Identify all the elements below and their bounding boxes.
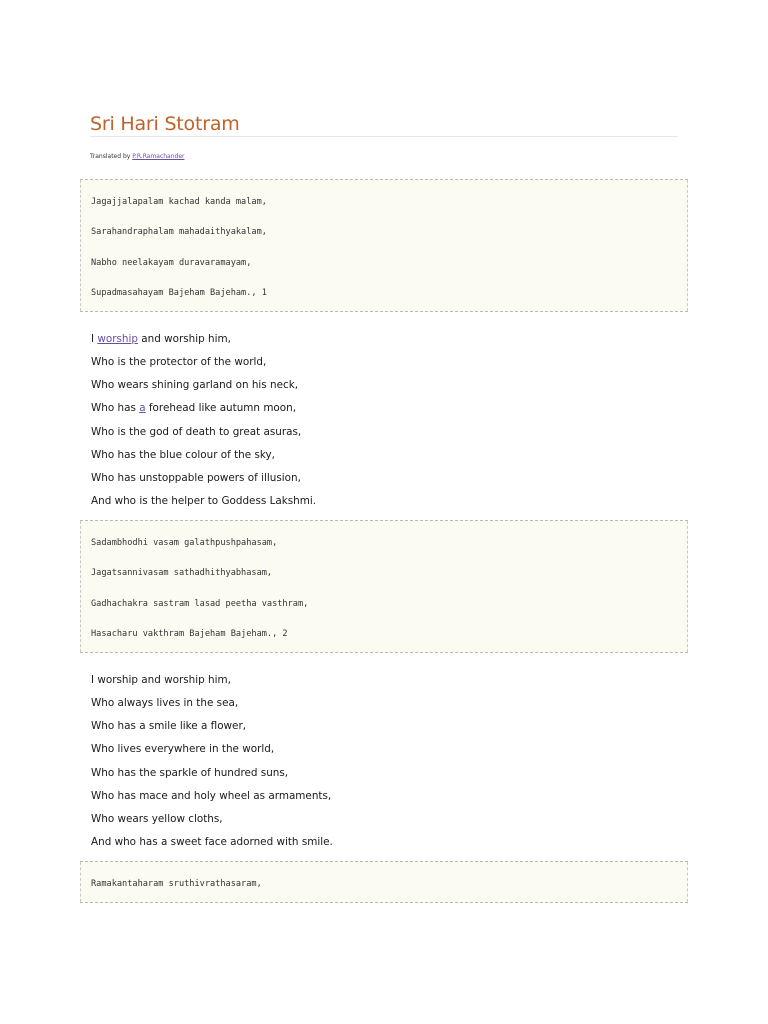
verse-line: Jagatsannivasam sathadhithyabhasam, (91, 568, 273, 578)
translation-line: I worship and worship him, (91, 674, 231, 686)
translation-line: And who has a sweet face adorned with smile. (91, 836, 333, 848)
translation-line: Who wears shining garland on his neck, (91, 379, 299, 391)
translation-line: Who lives everywhere in the world, (91, 743, 275, 755)
verse-line: Sarahandraphalam mahadaithyakalam, (91, 227, 267, 237)
translation-line: Who is the protector of the world, (91, 356, 267, 368)
translation-line (91, 333, 231, 345)
translation-line (91, 402, 296, 414)
verse-block-2 (80, 520, 688, 653)
translation-line: Who has a smile like a flower, (91, 720, 247, 732)
translation-line: And who is the helper to Goddess Lakshmi. (91, 495, 317, 507)
page-title: Sri Hari Stotram (90, 113, 240, 135)
worship-link[interactable]: worship (97, 333, 138, 345)
verse-line: Jagajjalapalam kachad kanda malam, (91, 197, 267, 207)
author-link[interactable]: P.R.Ramachander (132, 153, 185, 160)
byline-prefix: Translated by (90, 153, 131, 160)
translation-line: Who has unstoppable powers of illusion, (91, 472, 301, 484)
title-divider (90, 136, 678, 137)
translation-line: Who has the blue colour of the sky, (91, 449, 275, 461)
verse-line: Hasacharu vakthram Bajeham Bajeham., 2 (91, 629, 288, 639)
translation-line: Who wears yellow cloths, (91, 813, 223, 825)
verse-block-1 (80, 179, 688, 312)
verse-line: Supadmasahayam Bajeham Bajeham., 1 (91, 288, 267, 298)
verse-line: Gadhachakra sastram lasad peetha vasthram, (91, 599, 309, 609)
verse-line: Ramakantaharam sruthivrathasaram, (91, 879, 262, 889)
translation-text: Who has (91, 402, 140, 414)
a-link[interactable]: a (139, 402, 146, 414)
translation-text: and worship him, (137, 333, 231, 345)
translation-line: Who has mace and holy wheel as armaments, (91, 790, 332, 802)
translation-text: I (91, 333, 98, 345)
translation-line: Who is the god of death to great asuras, (91, 426, 302, 438)
verse-block-3 (80, 861, 688, 903)
translation-line: Who has the sparkle of hundred suns, (91, 767, 289, 779)
translation-text: forehead like autumn moon, (145, 402, 297, 414)
byline (90, 153, 185, 160)
verse-line: Nabho neelakayam duravaramayam, (91, 258, 252, 268)
translation-line: Who always lives in the sea, (91, 697, 239, 709)
verse-line: Sadambhodhi vasam galathpushpahasam, (91, 538, 278, 548)
